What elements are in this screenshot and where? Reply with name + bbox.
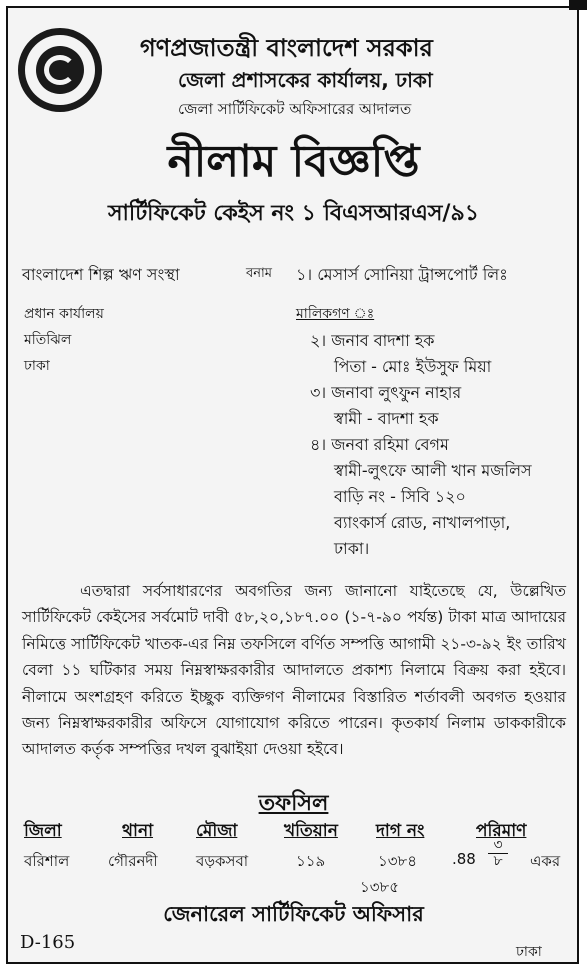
defendant-line: ঢাকা। bbox=[334, 539, 370, 558]
schedule-header-thana: থানা bbox=[122, 821, 154, 841]
defendant-line: ৩। জনাবা লুৎফুন নাহার bbox=[310, 383, 462, 402]
reference-number: D-165 bbox=[20, 932, 76, 953]
schedule-unit: একর bbox=[530, 852, 561, 870]
plaintiff-address-line: ঢাকা bbox=[24, 358, 50, 374]
schedule-khatian: ১১৯ bbox=[296, 852, 326, 870]
government-seal-icon bbox=[18, 28, 102, 112]
officer-title: জেনারেল সার্টিফিকেট অফিসার bbox=[163, 902, 424, 926]
schedule-mouza: বড়কসবা bbox=[196, 852, 249, 870]
case-number: সার্টিফিকেট কেইস নং ১ বিএসআরএস/৯১ bbox=[107, 201, 480, 226]
schedule-thana: গৌরনদী bbox=[108, 852, 158, 870]
plaintiff-address-line: মতিঝিল bbox=[24, 332, 72, 348]
defendant-company: ১। মেসার্স সোনিয়া ট্রান্সপোর্ট লিঃ bbox=[296, 265, 508, 284]
defendant-line: স্বামী-লুৎফে আলী খান মজলিস bbox=[334, 461, 532, 480]
defendant-line: স্বামী - বাদশা হক bbox=[334, 409, 439, 428]
court-name: জেলা সার্টিফিকেট অফিসারের আদালত bbox=[178, 100, 412, 118]
notice-title: নীলাম বিজ্ঞপ্তি bbox=[167, 136, 420, 187]
fraction-denominator: ৮ bbox=[488, 853, 508, 869]
defendant-line: ৪। জনবা রহিমা বেগম bbox=[310, 435, 449, 454]
schedule-header-khatian: খতিয়ান bbox=[284, 821, 338, 841]
fraction-numerator: ৩ bbox=[493, 837, 503, 853]
notice-body: এতদ্বারা সর্বসাধারণের অবগতির জন্য জানানো যাইতেছে যে, উল্লেখিত সার্টিফিকেট কেইসের সর্বমোট দাবী ৫৮,২০,১৮৭.০০ (১-৭-৯০ পর্যন্ত) টাকা মাত্র আদায়ের নিমিত্তে সার্টিফিকেট খাতক-এর নিম্ন তফসিলে বর্ণিত সম্পত্তি আগামী ২১-৩-৯২ ইং তারিখ বেলা ১১ ঘটিকার সময় নিম্নস্বাক্ষরকারীর আদালতে প্রকাশ্য নিলামে বিক্রয় করা হইবে। নীলামে অংশগ্রহণ করিতে ইচ্ছুক ব্যক্তিগণ নীলামের বিস্তারিত শর্তাবলী অবগত হওয়ার জন্য নিম্নস্বাক্ষরকারীর অফিসে যোগাযোগ করিতে পারেন। কৃতকার্য নিলাম ডাককারীকে আদালত কর্তৃক সম্পত্তির দখল বুঝাইয়া দেওয়া হইবে। bbox=[22, 582, 566, 759]
plaintiff-name: বাংলাদেশ শিল্প ঋণ সংস্থা bbox=[22, 265, 180, 284]
owners-heading: মালিকগণ ঃ bbox=[296, 306, 375, 322]
schedule-extra-dag: ১৩৮৫ bbox=[360, 878, 399, 896]
schedule-dag: ১৩৮৪ bbox=[378, 852, 417, 870]
defendant-line: পিতা - মোঃ ইউসুফ মিয়া bbox=[334, 357, 492, 376]
defendant-line: ২। জনাব বাদশা হক bbox=[310, 331, 435, 350]
plaintiff-address-line: প্রধান কার্যালয় bbox=[24, 306, 104, 322]
schedule-header-amount: পরিমাণ bbox=[476, 821, 527, 841]
defendant-line: বাড়ি নং - সিবি ১২০ bbox=[334, 487, 466, 506]
schedule-amount: .88 bbox=[452, 850, 476, 868]
government-name: গণপ্রজাতন্ত্রী বাংলাদেশ সরকার bbox=[140, 34, 433, 62]
amount-fraction bbox=[488, 838, 508, 869]
corner-mark bbox=[569, 0, 587, 10]
officer-place: ঢাকা bbox=[516, 944, 542, 960]
defendant-line: ব্যাংকার্স রোড, নাখালপাড়া, bbox=[334, 513, 511, 532]
schedule-header-mouza: মৌজা bbox=[196, 821, 238, 841]
schedule-district: বরিশাল bbox=[24, 852, 70, 870]
schedule-heading: তফসিল bbox=[258, 791, 329, 816]
schedule-header-district: জিলা bbox=[24, 821, 62, 841]
office-name: জেলা প্রশাসকের কার্যালয়, ঢাকা bbox=[178, 68, 433, 92]
schedule-header-dag: দাগ নং bbox=[376, 821, 425, 841]
versus-label: বনাম bbox=[246, 266, 272, 281]
